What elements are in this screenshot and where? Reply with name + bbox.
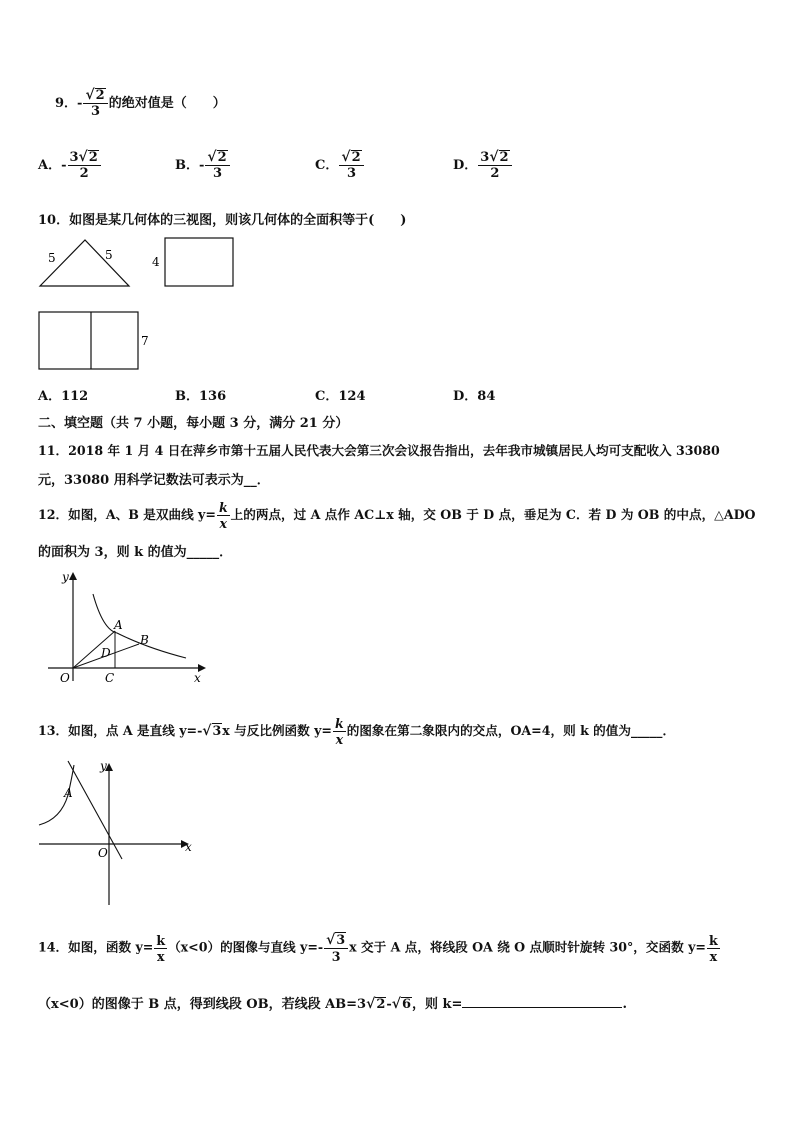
q12-figure (36, 566, 211, 688)
q9-option-a[interactable]: A．- $\frac{3√2}{2}$ (38, 150, 102, 181)
q10-label-bottom-side: 7 (141, 334, 149, 348)
q10-stem: 10．如图是某几何体的三视图，则该几何体的全面积等于( ) (38, 213, 407, 228)
q13-label-x: x (185, 840, 192, 854)
q13-stem: 13．如图，点 A 是直线 y=-√3x 与反比例函数 y= $\frac{k}{x}$ 的图象在第二象限内的交点，OA=4，则 k 的值为_____． (38, 716, 676, 747)
q10-three-view-figure (30, 230, 250, 375)
q10-label-tri-right: 5 (105, 248, 113, 262)
q10-label-tri-left: 5 (48, 251, 56, 265)
q9-option-d[interactable]: D． $\frac{3√2}{2}$ (453, 150, 513, 181)
q12-line1: 12．如图，A、B 是双曲线 y= $\frac{k}{x}$ 上的两点，过 A 点作 AC⊥x 轴，交 OB 于 D 点，垂足为 C．若 D 为 OB 的中点，△ADO (38, 500, 756, 531)
q10-top-view-rect (39, 312, 138, 369)
q12-y-arrow-icon (69, 572, 77, 580)
q13-label-A: A (64, 786, 73, 800)
q12-label-D: D (101, 646, 111, 660)
q9-fraction: $\frac{√2}{3}$ (83, 88, 107, 119)
q10-option-b[interactable]: B．136 (175, 389, 227, 404)
section-2-title: 二、填空题（共 7 小题，每小题 3 分，满分 21 分） (38, 416, 349, 431)
q12-label-O: O (60, 671, 70, 685)
q14-answer-blank[interactable] (462, 993, 622, 1008)
q10-option-a[interactable]: A．112 (38, 389, 89, 404)
q11-line2: 元，33080 用科学记数法可表示为__． (38, 473, 270, 488)
q12-fraction: $\frac{k}{x}$ (218, 500, 228, 531)
q13-figure (36, 757, 201, 907)
q11-line1: 11．2018 年 1 月 4 日在萍乡市第十五届人民代表大会第三次会议报告指出，去年我市城镇居民人均可支配收入 33080 (38, 443, 720, 458)
q14-fraction-1: $\frac{k}{x}$ (156, 932, 166, 964)
q10-label-rect-side: 4 (152, 255, 160, 269)
q10-option-c[interactable]: C．124 (315, 389, 366, 404)
q10-option-d[interactable]: D．84 (453, 389, 496, 404)
q12-label-A: A (114, 618, 123, 632)
q14-fraction-2: $\frac{√3}{3}$ (324, 932, 348, 964)
q12-line2: 的面积为 3，则 k 的值为_____． (38, 545, 233, 560)
q14-fraction-3: $\frac{k}{x}$ (708, 932, 718, 964)
q12-label-y: y (62, 570, 69, 584)
q9-option-b[interactable]: B．- $\frac{√2}{3}$ (175, 150, 231, 181)
q13-label-O: O (98, 846, 108, 860)
q9-option-c[interactable]: C． $\frac{√2}{3}$ (315, 150, 365, 181)
q10-side-view-rect (165, 238, 233, 286)
q12-label-x: x (194, 671, 201, 685)
q14-line1: 14．如图，函数 y= $\frac{k}{x}$ （x<0）的图像与直线 y=- $\frac{√3}{3}$ x 交于 A 点，将线段 OA 绕 O 点顺时针旋转 30°，交函数 y= $\frac{k}{x}$ (38, 932, 718, 964)
q13-label-y: y (100, 759, 107, 773)
q9-stem: 9．- $\frac{√2}{3}$ 的绝对值是（ ） (55, 87, 226, 119)
q12-label-B: B (140, 633, 149, 647)
q13-fraction: $\frac{k}{x}$ (334, 716, 344, 747)
q14-line2: （x<0）的图像于 B 点，得到线段 OB，若线段 AB=3√2-√6，则 k= . (38, 993, 627, 1012)
q12-label-C: C (105, 671, 115, 685)
